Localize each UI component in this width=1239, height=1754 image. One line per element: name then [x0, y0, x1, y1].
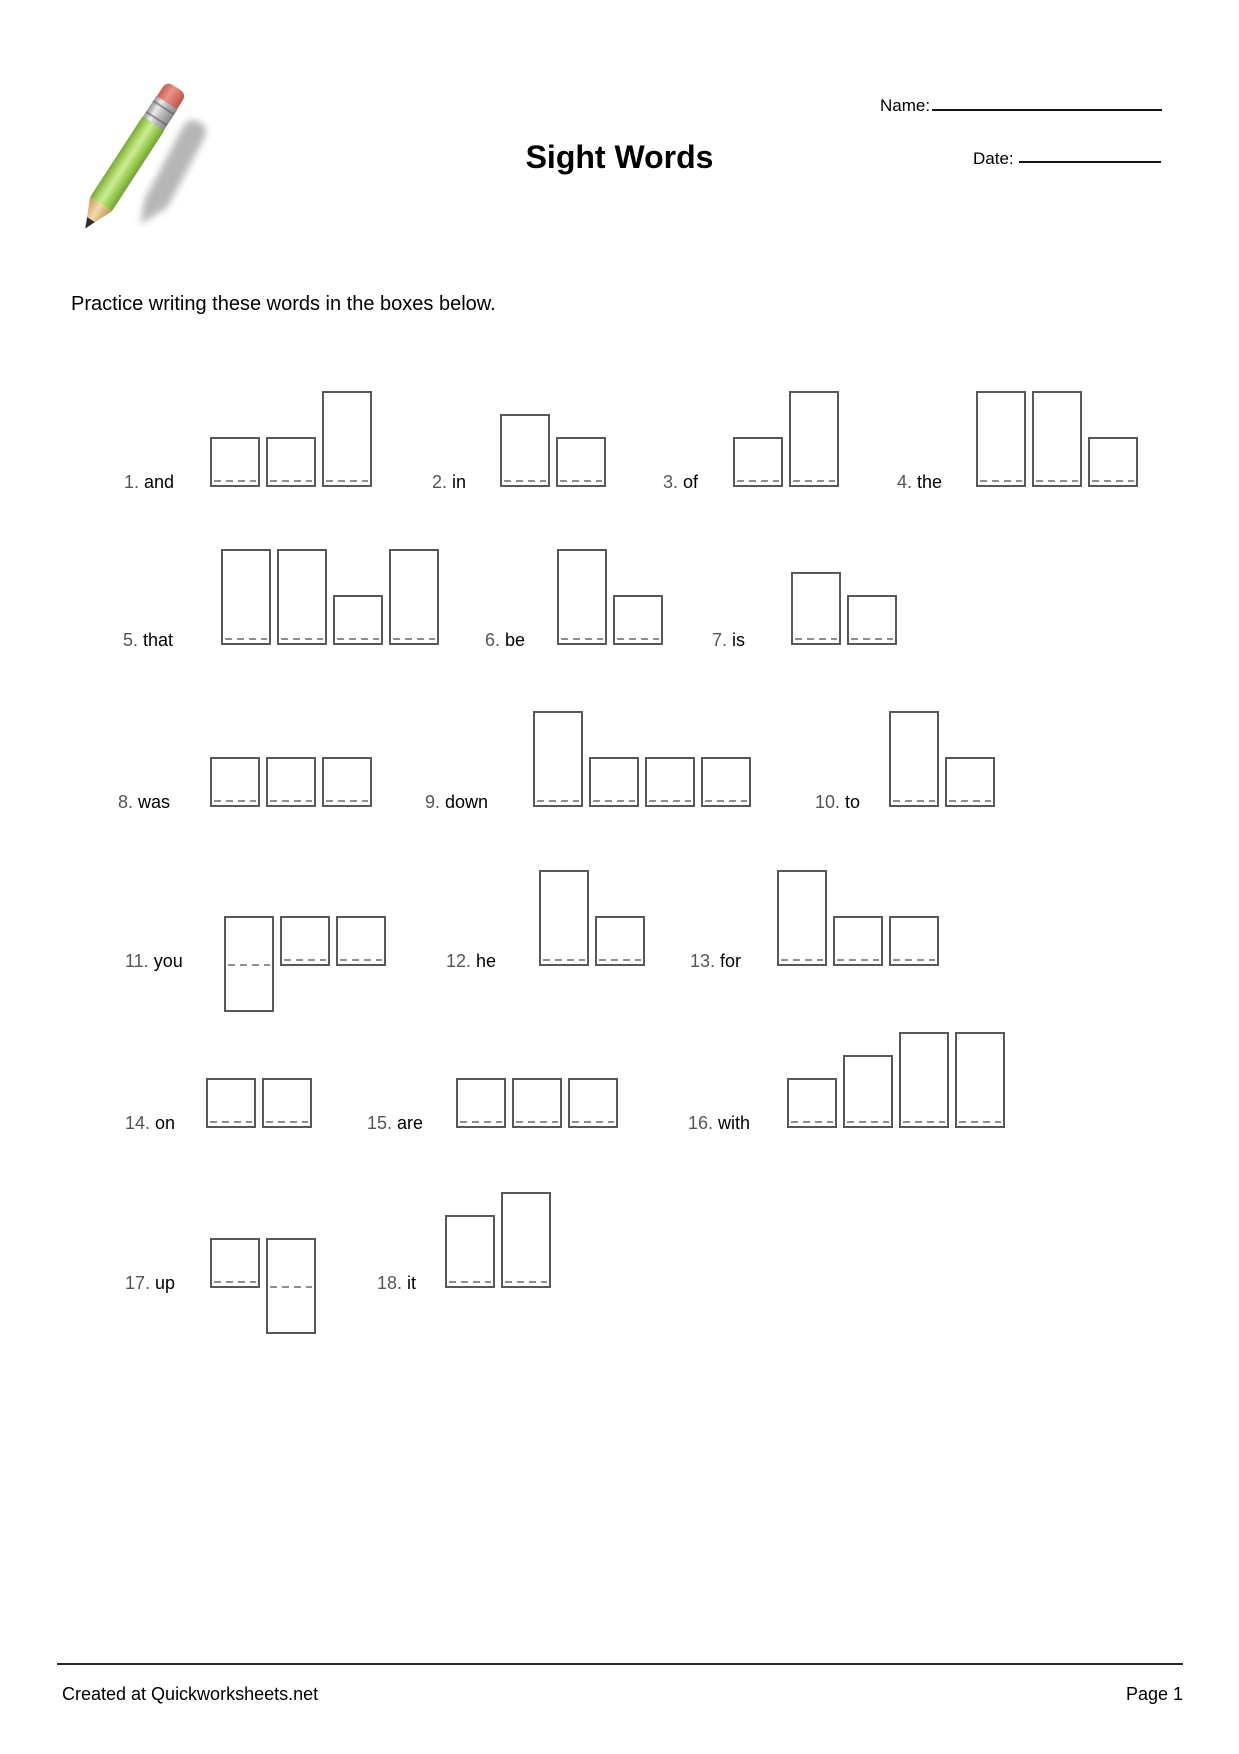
letter-box-short[interactable]	[333, 595, 383, 645]
writing-baseline-dash	[543, 959, 585, 961]
word-number: 16.	[688, 1113, 719, 1133]
word-number: 8.	[118, 792, 139, 812]
writing-baseline-dash	[561, 638, 603, 640]
letter-box-short[interactable]	[613, 595, 663, 645]
writing-baseline-dash	[270, 800, 312, 802]
writing-baseline-dash	[795, 638, 837, 640]
letter-box-short[interactable]	[847, 595, 897, 645]
writing-baseline-dash	[505, 1281, 547, 1283]
word-label	[123, 631, 173, 649]
writing-baseline-dash	[326, 800, 368, 802]
word-label	[485, 631, 525, 649]
letter-box-short[interactable]	[701, 757, 751, 807]
footer-rule	[57, 1663, 1183, 1665]
writing-baseline-dash	[781, 959, 823, 961]
letter-box-short[interactable]	[945, 757, 995, 807]
writing-baseline-dash	[337, 638, 379, 640]
letter-box-i[interactable]	[445, 1215, 495, 1288]
writing-baseline-dash	[980, 480, 1022, 482]
word-text: on	[155, 1113, 176, 1133]
writing-baseline-dash	[281, 638, 323, 640]
word-label	[425, 793, 488, 811]
word-text: for	[720, 951, 742, 971]
writing-baseline-dash	[214, 480, 256, 482]
writing-baseline-dash	[903, 1121, 945, 1123]
word-number: 11.	[125, 951, 154, 971]
letter-box-tall[interactable]	[221, 549, 271, 645]
word-text: you	[153, 951, 183, 971]
writing-baseline-dash	[225, 638, 267, 640]
word-label	[690, 952, 741, 970]
word-number: 10.	[815, 792, 846, 812]
letter-box-short[interactable]	[556, 437, 606, 487]
word-number: 15.	[367, 1113, 398, 1133]
word-label	[125, 1274, 175, 1292]
word-text: with	[718, 1113, 751, 1133]
word-text: in	[452, 472, 467, 492]
name-label: Name:	[880, 96, 931, 115]
writing-baseline-dash	[649, 800, 691, 802]
instruction-text: Practice writing these words in the boxes below.	[71, 293, 496, 315]
writing-baseline-dash	[560, 480, 602, 482]
writing-baseline-dash	[791, 1121, 833, 1123]
word-label	[118, 793, 170, 811]
footer-credit: Created at Quickworksheets.net	[62, 1684, 319, 1704]
letter-box-short[interactable]	[210, 437, 260, 487]
letter-box-tall[interactable]	[777, 870, 827, 966]
writing-baseline-dash	[737, 480, 779, 482]
word-text: down	[445, 792, 489, 812]
word-number: 5.	[123, 630, 144, 650]
letter-box-short[interactable]	[787, 1078, 837, 1128]
letter-box-tall[interactable]	[976, 391, 1026, 487]
word-number: 4.	[897, 472, 918, 492]
word-text: the	[917, 472, 943, 492]
letter-box-tall[interactable]	[899, 1032, 949, 1128]
letter-box-tall[interactable]	[277, 549, 327, 645]
letter-box-short[interactable]	[512, 1078, 562, 1128]
word-label	[367, 1114, 423, 1132]
word-number: 3.	[663, 472, 684, 492]
writing-baseline-dash	[572, 1121, 614, 1123]
footer-page-number: Page 1	[1125, 1684, 1183, 1704]
letter-box-short[interactable]	[833, 916, 883, 966]
letter-box-short[interactable]	[322, 757, 372, 807]
word-label	[446, 952, 496, 970]
word-label	[124, 473, 174, 491]
letter-box-short[interactable]	[595, 916, 645, 966]
word-number: 12.	[446, 951, 477, 971]
word-text: he	[476, 951, 497, 971]
letter-box-tall[interactable]	[389, 549, 439, 645]
letter-box-desc[interactable]	[266, 1238, 316, 1334]
letter-box-tall[interactable]	[539, 870, 589, 966]
writing-baseline-dash	[847, 1121, 889, 1123]
writing-baseline-dash	[284, 959, 326, 961]
letter-box-short[interactable]	[280, 916, 330, 966]
writing-baseline-dash	[228, 964, 270, 966]
writing-baseline-dash	[214, 800, 256, 802]
word-text: it	[407, 1273, 417, 1293]
writing-baseline-dash	[326, 480, 368, 482]
word-text: of	[683, 472, 699, 492]
writing-baseline-dash	[266, 1121, 308, 1123]
writing-baseline-dash	[705, 800, 747, 802]
writing-baseline-dash	[270, 480, 312, 482]
word-label	[377, 1274, 416, 1292]
writing-baseline-dash	[460, 1121, 502, 1123]
letter-box-i[interactable]	[791, 572, 841, 645]
writing-baseline-dash	[893, 959, 935, 961]
word-text: to	[845, 792, 861, 812]
word-number: 9.	[425, 792, 446, 812]
letter-box-short[interactable]	[733, 437, 783, 487]
letter-box-short[interactable]	[336, 916, 386, 966]
word-number: 14.	[125, 1113, 156, 1133]
letter-box-short[interactable]	[262, 1078, 312, 1128]
letter-box-short[interactable]	[645, 757, 695, 807]
word-label	[815, 793, 860, 811]
writing-baseline-dash	[1092, 480, 1134, 482]
word-label	[125, 1114, 175, 1132]
letter-box-tall[interactable]	[557, 549, 607, 645]
word-number: 6.	[485, 630, 506, 650]
writing-baseline-dash	[340, 959, 382, 961]
word-text: that	[143, 630, 174, 650]
letter-box-short[interactable]	[210, 1238, 260, 1288]
writing-baseline-dash	[617, 638, 659, 640]
letter-box-tall[interactable]	[1032, 391, 1082, 487]
writing-baseline-dash	[793, 480, 835, 482]
letter-box-tall[interactable]	[322, 391, 372, 487]
writing-baseline-dash	[393, 638, 435, 640]
letter-box-short[interactable]	[568, 1078, 618, 1128]
letter-box-i[interactable]	[843, 1055, 893, 1128]
letter-box-short[interactable]	[889, 916, 939, 966]
date-label: Date:	[973, 149, 1014, 168]
letter-box-tall[interactable]	[533, 711, 583, 807]
word-label	[663, 473, 698, 491]
letter-box-short[interactable]	[1088, 437, 1138, 487]
writing-baseline-dash	[593, 800, 635, 802]
word-text: be	[505, 630, 526, 650]
word-label	[897, 473, 942, 491]
word-label	[712, 631, 745, 649]
writing-baseline-dash	[959, 1121, 1001, 1123]
page-title: Sight Words	[525, 139, 714, 175]
letter-box-tall[interactable]	[889, 711, 939, 807]
word-label	[432, 473, 466, 491]
word-number: 18.	[377, 1273, 408, 1293]
writing-baseline-dash	[449, 1281, 491, 1283]
writing-baseline-dash	[1036, 480, 1078, 482]
letter-box-short[interactable]	[456, 1078, 506, 1128]
letter-box-short[interactable]	[210, 757, 260, 807]
word-text: was	[138, 792, 171, 812]
letter-box-short[interactable]	[266, 437, 316, 487]
word-label	[125, 952, 183, 970]
letter-box-tall[interactable]	[501, 1192, 551, 1288]
word-text: and	[144, 472, 175, 492]
writing-baseline-dash	[504, 480, 546, 482]
writing-baseline-dash	[537, 800, 579, 802]
letter-box-desc[interactable]	[224, 916, 274, 1012]
writing-baseline-dash	[214, 1281, 256, 1283]
writing-baseline-dash	[516, 1121, 558, 1123]
word-number: 2.	[432, 472, 453, 492]
word-text: are	[397, 1113, 424, 1133]
letter-box-tall[interactable]	[789, 391, 839, 487]
writing-baseline-dash	[949, 800, 991, 802]
word-number: 17.	[125, 1273, 156, 1293]
writing-baseline-dash	[270, 1286, 312, 1288]
writing-baseline-dash	[837, 959, 879, 961]
writing-baseline-dash	[851, 638, 893, 640]
word-label	[688, 1114, 750, 1132]
letter-box-tall[interactable]	[955, 1032, 1005, 1128]
word-text: up	[155, 1273, 176, 1293]
letter-box-short[interactable]	[266, 757, 316, 807]
word-number: 13.	[690, 951, 721, 971]
letter-box-short[interactable]	[589, 757, 639, 807]
writing-baseline-dash	[893, 800, 935, 802]
letter-box-short[interactable]	[206, 1078, 256, 1128]
writing-baseline-dash	[210, 1121, 252, 1123]
word-number: 7.	[712, 630, 733, 650]
word-text: is	[732, 630, 746, 650]
word-number: 1.	[124, 472, 145, 492]
letter-box-i[interactable]	[500, 414, 550, 487]
writing-baseline-dash	[599, 959, 641, 961]
